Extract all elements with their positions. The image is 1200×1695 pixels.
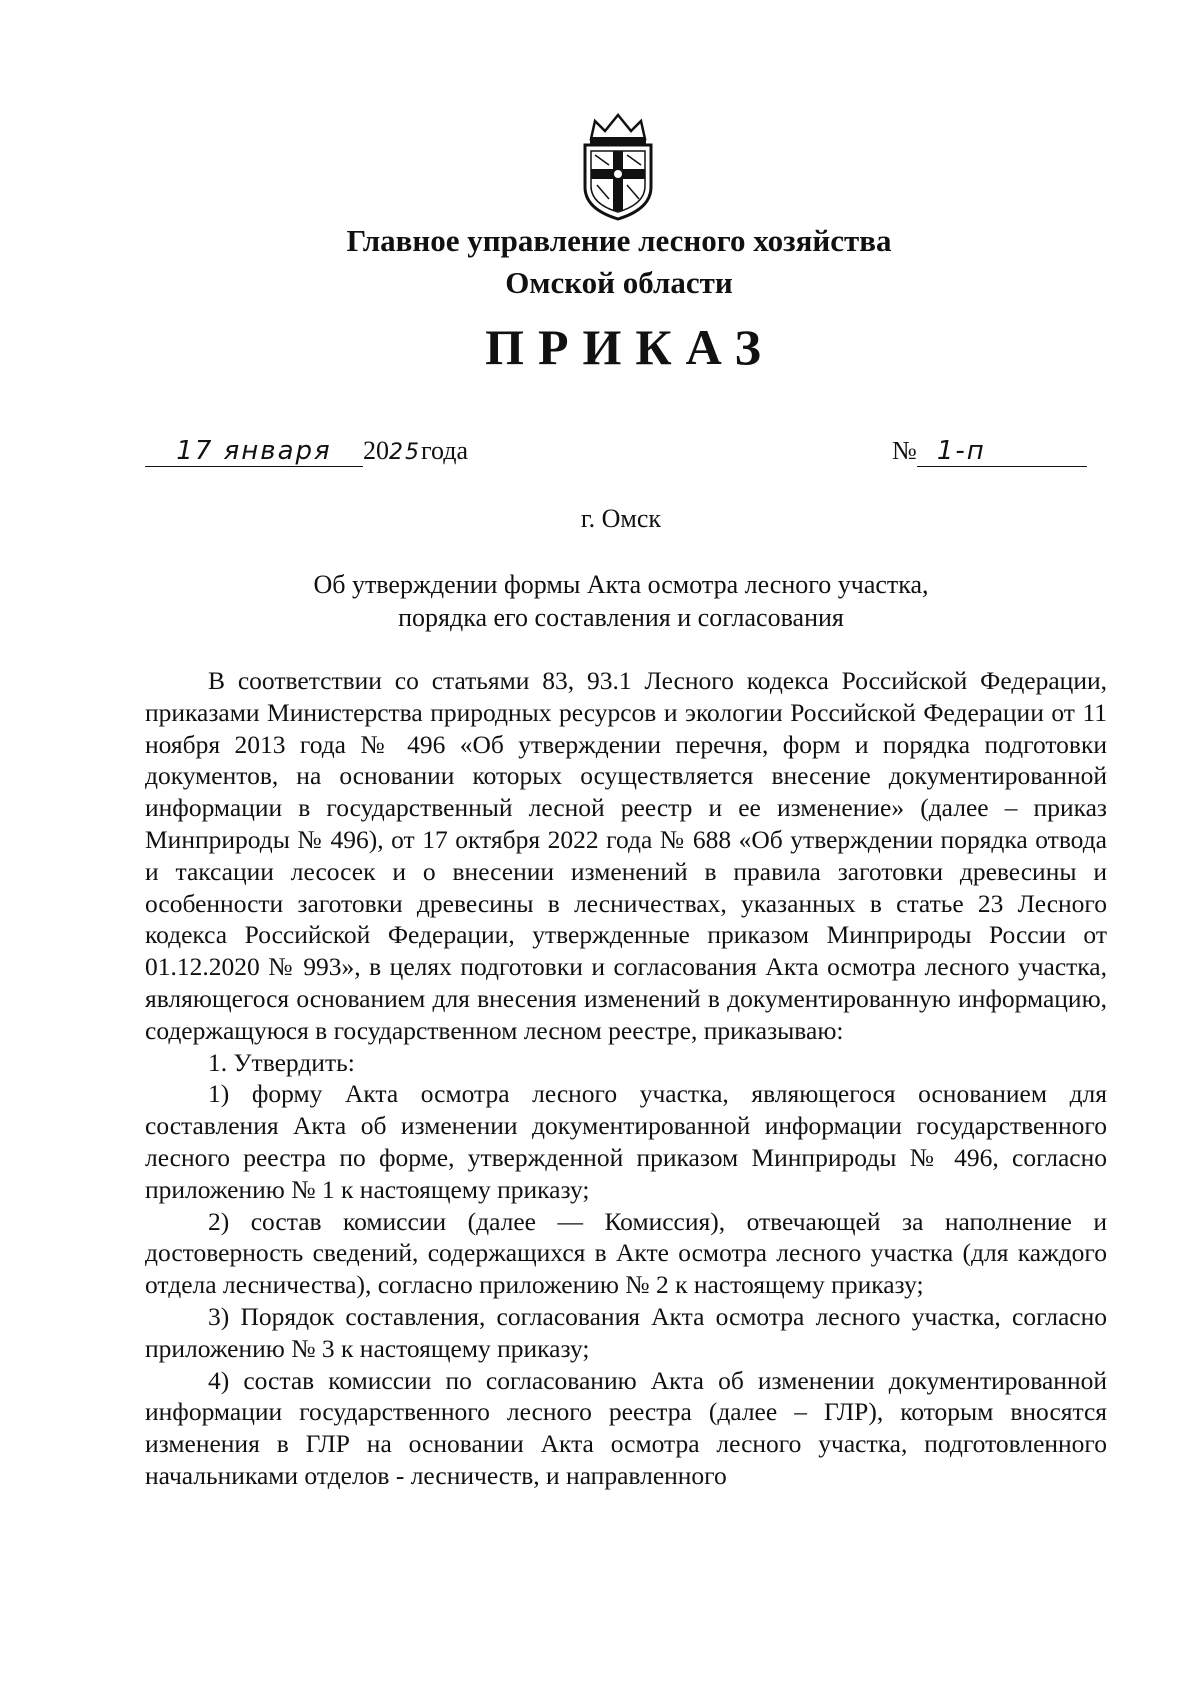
date-line [145, 436, 468, 467]
body-paragraph-item4: 4) состав комиссии по согласованию Акта об изменении документированной информации государственного лесного реестра (далее – ГЛР), которым вносятся изменения в ГЛР на основании Акта осмотра лесного участка, подготовленного начальниками отделов - лесничеств, и направленного [145, 1365, 1107, 1490]
body-paragraph-approve: 1. Утвердить: [208, 1047, 355, 1077]
number-label: № [892, 436, 917, 465]
coat-of-arms-emblem [573, 113, 663, 221]
document-number-line [892, 436, 1087, 467]
order-body [145, 665, 1107, 1492]
body-paragraph-item2: 2) состав комиссии (далее — Комиссия), отвечающей за наполнение и достоверность сведений, содержащихся в Акте осмотра лесного участка (для каждого отдела лесничества), согласно приложению № 2 к настоящему приказу; [145, 1206, 1107, 1300]
body-paragraph-item1: 1) форму Акта осмотра лесного участка, являющегося основанием для составления Акта об изменении документированной информации государственного лесного реестра по форме, утвержденной приказом Минприроды № 496, согласно приложению № 1 к настоящему приказу; [145, 1079, 1107, 1204]
handwritten-number: 1-п [917, 436, 1087, 467]
handwritten-year: 25 [389, 440, 421, 465]
order-subject [0, 568, 1200, 634]
subject-line2: порядка его составления и согласования [398, 603, 844, 632]
subject-line1: Об утверждении формы Акта осмотра лесного участка, [313, 570, 929, 599]
handwritten-date: 17 января [145, 436, 363, 467]
body-paragraph-item3: 3) Порядок составления, согласования Акта осмотра лесного участка, согласно приложению № 3 к настоящему приказу; [145, 1301, 1107, 1363]
document-type-title: ПРИКАЗ [485, 319, 775, 375]
year-suffix: года [421, 436, 469, 465]
organization-name [0, 220, 1200, 304]
city-name: г. Омск [580, 504, 662, 533]
body-paragraph-preamble: В соответствии со статьями 83, 93.1 Лесного кодекса Российской Федерации, приказами Министерства природных ресурсов и экологии Российской Федерации от 11 ноября 2013 года № 496 «Об утверждении перечня, форм и порядка подготовки документов, на основании которых осуществляется внесение документированной информации в государственный лесной реестр и ее изменение» (далее – приказ Минприроды № 496), от 17 октября 2022 года № 688 «Об утверждении порядка отвода и таксации лесосек и о внесении изменений в правила заготовки древесины и особенности заготовки древесины в лесничествах, указанных в статье 23 Лесного кодекса Российской Федерации, утвержденные приказом Минприроды России от 01.12.2020 № 993», в целях подготовки и согласования Акта осмотра лесного участка, являющегося основанием для внесения изменений в документированную информацию, содержащуюся в государственном лесном реестре, приказываю: [145, 666, 1107, 1045]
organization-name-line1: Главное управление лесного хозяйства [346, 223, 892, 258]
year-prefix: 20 [363, 436, 389, 465]
organization-name-line2: Омской области [505, 265, 733, 300]
